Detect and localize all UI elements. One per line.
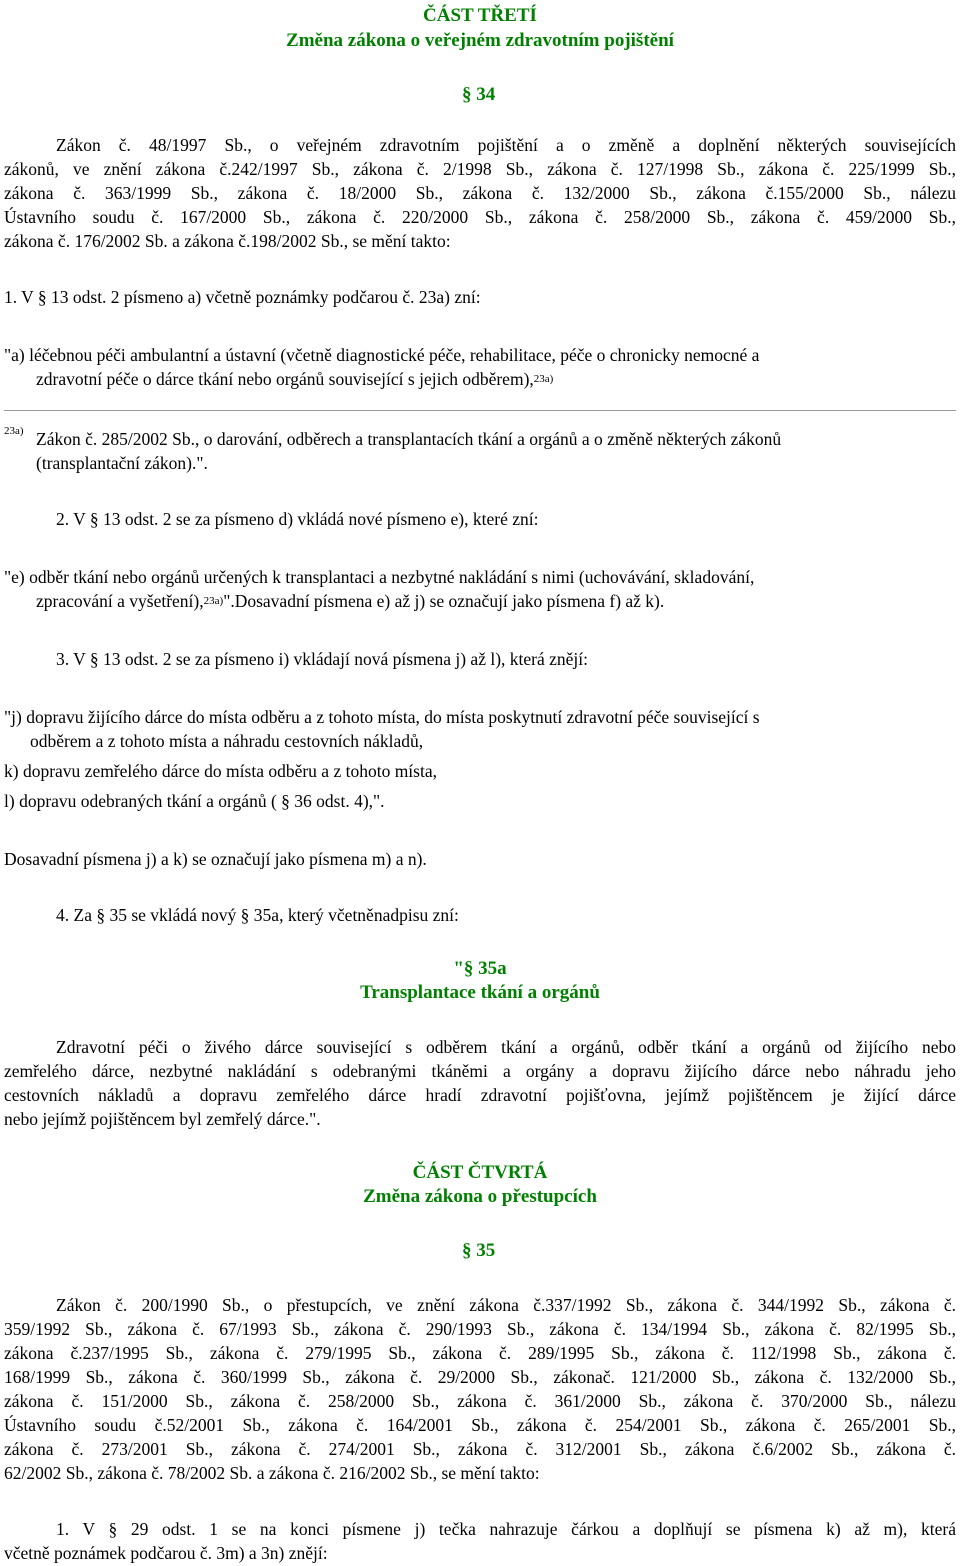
part4-section-number: § 35 [462,1240,496,1261]
new-section-text-line-1: Zdravotní péči o živého dárce související s odběrem tkání a orgánů, odběr tkání a orgánů od žijícího nebo [56,1037,956,1057]
part4-intro-line-1: Zákon č. 200/1990 Sb., o přestupcích, ve znění zákona č.337/1992 Sb., zákona č. 344/1992 Sb., zákona č. [56,1295,956,1315]
item-3-k: k) dopravu zemřelého dárce do místa odběru a z tohoto místa, [4,761,437,781]
part3-intro-line-3: zákona č. 363/1999 Sb., zákona č. 18/2000 Sb., zákona č. 132/2000 Sb., zákona č.155/2000 Sb., nálezu [4,183,956,203]
item-2-text-line-2b: ".Dosavadní písmena e) až j) se označují jako písmena f) až k). [223,591,665,611]
part4-intro-line-3: zákona č.237/1995 Sb., zákona č. 279/1995 Sb., zákona č. 289/1995 Sb., zákona č. 112/1998 Sb., zákona č. [4,1343,956,1363]
part3-intro-line-4: Ústavního soudu č. 167/2000 Sb., zákona č. 220/2000 Sb., zákona č. 258/2000 Sb., zákona č. 459/2000 Sb., [4,207,956,227]
new-section-title: Transplantace tkání a orgánů [360,982,600,1003]
part4-item-1-line-2: včetně poznámek podčarou č. 3m) a 3n) znějí: [4,1543,328,1563]
part4-subtitle: Změna zákona o přestupcích [363,1186,597,1207]
item-2-text-line-2 [36,590,664,612]
item-2-text-line-1: "e) odběr tkání nebo orgánů určených k transplantaci a nezbytné nakládání s nimi (uchovávání, skladování, [4,567,755,587]
item-2-text-line-2a: zpracování a vyšetření), [36,591,204,611]
part3-item-1: 1. V § 13 odst. 2 písmeno a) včetně poznámky podčarou č. 23a) zní: [4,287,481,307]
part3-title: ČÁST TŘETÍ [423,5,537,26]
footnote-separator [4,410,956,411]
footnote-label: 23a) [4,425,24,437]
item-3-j-line-2: odběrem a z tohoto místa a náhradu cestovních nákladů, [30,731,424,751]
item-1-text-line-2-text: zdravotní péče o dárce tkání nebo orgánů související s jejich odběrem), [36,369,534,389]
item-3-l: l) dopravu odebraných tkání a orgánů ( § 36 odst. 4),". [4,791,385,811]
part3-item-2: 2. V § 13 odst. 2 se za písmeno d) vkládá nové písmeno e), které zní: [56,509,539,529]
part3-item-3: 3. V § 13 odst. 2 se za písmeno i) vkládají nová písmena j) až l), která znějí: [56,649,588,669]
new-section-text-line-3: cestovních nákladů a dopravu zemřelého dárce hradí zdravotní pojišťovna, jejímž pojištěncem je žijící dárce [4,1085,956,1105]
new-section-text-line-4: nebo jejímž pojištěncem byl zemřelý dárce.". [4,1109,321,1129]
item-3-j-line-1: "j) dopravu žijícího dárce do místa odběru a z tohoto místa, do místa poskytnutí zdravotní péče související s [4,707,760,727]
item-3-after: Dosavadní písmena j) a k) se označují jako písmena m) a n). [4,849,427,869]
part4-intro-line-8: 62/2002 Sb., zákona č. 78/2002 Sb. a zákona č. 216/2002 Sb., se mění takto: [4,1463,540,1483]
part4-intro-line-6: Ústavního soudu č.52/2001 Sb., zákona č. 164/2001 Sb., zákona č. 254/2001 Sb., zákona č. 265/2001 Sb., [4,1415,956,1435]
item-1-text-line-1: "a) léčebnou péči ambulantní a ústavní (včetně diagnostické péče, rehabilitace, péče o chronicky nemocné a [4,345,760,365]
part4-intro-line-2: 359/1992 Sb., zákona č. 67/1993 Sb., zákona č. 290/1993 Sb., zákona č. 134/1994 Sb., zákona č. 82/1995 Sb., [4,1319,956,1339]
part3-item-4: 4. Za § 35 se vkládá nový § 35a, který včetněnadpisu zní: [56,905,459,925]
part4-intro-line-4: 168/1999 Sb., zákona č. 360/1999 Sb., zákona č. 29/2000 Sb., zákonač. 121/2000 Sb., zákona č. 132/2000 Sb., [4,1367,956,1387]
footnote-ref-23a-quoted: 23a) [203,595,224,607]
part3-section-number: § 34 [462,84,496,105]
part4-intro-line-7: zákona č. 273/2001 Sb., zákona č. 274/2001 Sb., zákona č. 312/2001 Sb., zákona č.6/2002 Sb., zákona č. [4,1439,956,1459]
part4-title: ČÁST ČTVRTÁ [412,1162,548,1183]
footnote-line-1: Zákon č. 285/2002 Sb., o darování, odběrech a transplantacích tkání a orgánů a o změně některých zákonů [36,429,782,449]
part4-item-1-line-1: 1. V § 29 odst. 1 se na konci písmene j) tečka nahrazuje čárkou a doplňují se písmena k) až m), která [56,1519,956,1539]
new-section-text-line-2: zemřelého dárce, nezbytné nakládání s odebranými tkáněmi a orgány a dopravu žijícího dárce nebo náhradu jeho [4,1061,956,1081]
footnote-ref-23a: 23a) [533,373,554,385]
footnote-line-2: (transplantační zákon).". [36,453,208,473]
item-1-text-line-2 [36,368,553,390]
new-section-number: "§ 35a [453,958,507,979]
part3-intro-line-1: Zákon č. 48/1997 Sb., o veřejném zdravotním pojištění a o změně a doplnění některých souvisejících [56,135,956,155]
part3-intro-line-5: zákona č. 176/2002 Sb. a zákona č.198/2002 Sb., se mění takto: [4,231,451,251]
part4-intro-line-5: zákona č. 151/2000 Sb., zákona č. 258/2000 Sb., zákona č. 361/2000 Sb., zákona č. 370/2000 Sb., nálezu [4,1391,956,1411]
part3-intro-line-2: zákonů, ve znění zákona č.242/1997 Sb., zákona č. 2/1998 Sb., zákona č. 127/1998 Sb., zákona č. 225/1999 Sb., [4,159,956,179]
part3-subtitle: Změna zákona o veřejném zdravotním pojištění [286,30,674,51]
